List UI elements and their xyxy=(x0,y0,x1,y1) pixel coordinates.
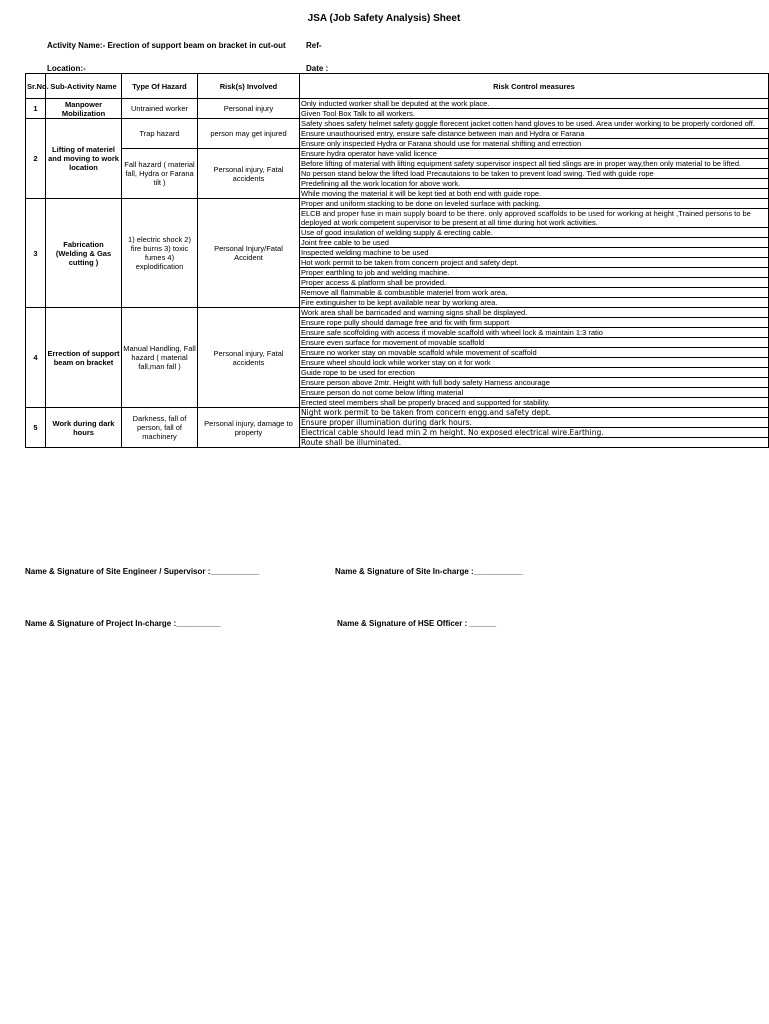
sub-activity-cell: Fabrication (Welding & Gas cutting ) xyxy=(46,199,122,308)
control-measure-cell: No person stand below the lifted load Precautaions to be taken to prevent load swing. Tied with guide rope xyxy=(300,169,769,179)
control-measure-cell: Safety shoes safety helmet safety goggle florecent jacket cotten hand gloves to be used. Area under working to be properly cordoned off. xyxy=(300,119,769,129)
hazard-cell: Fall hazard ( material fall, Hydra or Farana tilt ) xyxy=(122,149,198,199)
control-measure-cell: Ensure only inspected Hydra or Farana should use for material shifting and errection xyxy=(300,139,769,149)
signature-project-incharge: Name & Signature of Project In-charge :__________ xyxy=(25,619,221,628)
control-measure-cell: Only inducted worker shall be deputed at the work place. xyxy=(300,99,769,109)
risk-cell: Personal Injury/Fatal Accident xyxy=(198,199,300,308)
control-measure-cell: Ensure even surface for movement of movable scaffold xyxy=(300,338,769,348)
control-measure-cell: Predefining all the work location for above work. xyxy=(300,179,769,189)
signature-site-engineer: Name & Signature of Site Engineer / Supervisor :___________ xyxy=(25,567,260,576)
control-measure-cell: Fire extinguisher to be kept available near by working area. xyxy=(300,298,769,308)
table-row xyxy=(26,99,769,109)
table-row xyxy=(26,149,769,159)
control-measure-cell: Ensure person do not come below lifting material xyxy=(300,388,769,398)
risk-cell: Personal injury, Fatal accidents xyxy=(198,149,300,199)
control-measure-cell: Use of good insulation of welding supply & erecting cable. xyxy=(300,228,769,238)
control-measure-cell: Given Tool Box Talk to all workers. xyxy=(300,109,769,119)
sr-no-cell: 5 xyxy=(26,408,46,448)
risk-cell: Personal injury xyxy=(198,99,300,119)
sub-activity-cell: Errection of support beam on bracket xyxy=(46,308,122,408)
header-hazard: Type Of Hazard xyxy=(122,74,198,99)
table-row xyxy=(26,199,769,209)
sr-no-cell: 3 xyxy=(26,199,46,308)
table-row xyxy=(26,119,769,129)
header-control: Risk Control measures xyxy=(300,74,769,99)
control-measure-cell: Ensure wheel should lock while worker stay on it for work xyxy=(300,358,769,368)
risk-cell: Personal injury, Fatal accidents xyxy=(198,308,300,408)
sub-activity-cell: Manpower Mobilization xyxy=(46,99,122,119)
control-measure-cell: Ensure person above 2mtr. Height with full body safety Harness ancourage xyxy=(300,378,769,388)
sr-no-cell: 2 xyxy=(26,119,46,199)
control-measure-cell: Night work permit to be taken from concern engg.and safety dept. xyxy=(300,408,769,418)
table-row xyxy=(26,308,769,318)
control-measure-cell: ELCB and proper fuse in main supply board to be there. only approved scaffolds to be used for working at height ,Trained persons to be deployed at work competent supervisor to be present at all time during hot work activities. xyxy=(300,209,769,228)
control-measure-cell: Erected steel members shall be properly braced and supported for stability. xyxy=(300,398,769,408)
control-measure-cell: Ensure unauthourised entry, ensure safe distance between man and Hydra or Farana xyxy=(300,129,769,139)
header-sub-activity: Sub-Activity Name xyxy=(46,74,122,99)
sr-no-cell: 1 xyxy=(26,99,46,119)
header-risk: Risk(s) Involved xyxy=(198,74,300,99)
control-measure-cell: While moving the material it will be kept tied at both end with guide rope. xyxy=(300,189,769,199)
hazard-cell: 1) electric shock 2) fire burns 3) toxic fumes 4) explodification xyxy=(122,199,198,308)
control-measure-cell: Remove all flammable & combustible materiel from work area. xyxy=(300,288,769,298)
header-sr: Sr.No. xyxy=(26,74,46,99)
control-measure-cell: Electrical cable should lead min 2 m height. No exposed electrical wire.Earthing. xyxy=(300,428,769,438)
control-measure-cell: Ensure hydra operator have valid licence xyxy=(300,149,769,159)
control-measure-cell: Hot work permit to be taken from concern project and safety dept. xyxy=(300,258,769,268)
control-measure-cell: Proper earthling to job and welding machine. xyxy=(300,268,769,278)
control-measure-cell: Route shall be illuminated. xyxy=(300,438,769,448)
control-measure-cell: Proper and uniform stacking to be done on leveled surface with packing. xyxy=(300,199,769,209)
control-measure-cell: Ensure rope pully should damage free and fix with firm support xyxy=(300,318,769,328)
hazard-cell: Untrained worker xyxy=(122,99,198,119)
control-measure-cell: Joint free cable to be used xyxy=(300,238,769,248)
ref-label: Ref- xyxy=(306,41,322,50)
sheet-title: JSA (Job Safety Analysis) Sheet xyxy=(307,13,461,24)
control-measure-cell: Ensure safe scoffolding with access if movable scaffold with wheel lock & maintain 1:3 ratio xyxy=(300,328,769,338)
signature-site-incharge: Name & Signature of Site In-charge :___________ xyxy=(335,567,523,576)
risk-cell: Personal injury, damage to property xyxy=(198,408,300,448)
activity-name: Activity Name:- Erection of support beam on bracket in cut-out xyxy=(47,41,286,50)
sub-activity-cell: Work during dark hours xyxy=(46,408,122,448)
control-measure-cell: Ensure proper illumination during dark hours. xyxy=(300,418,769,428)
table-header-row xyxy=(26,74,769,99)
sub-activity-cell: Lifting of materiel and moving to work location xyxy=(46,119,122,199)
sr-no-cell: 4 xyxy=(26,308,46,408)
jsa-table xyxy=(25,73,769,448)
control-measure-cell: Proper access & platform shall be provided. xyxy=(300,278,769,288)
control-measure-cell: Guide rope to be used for erection xyxy=(300,368,769,378)
date-label: Date : xyxy=(306,64,329,73)
control-measure-cell: Before lifting of material with lifting equipment safety supervisor inspect all tied slings are in proper way,then only material to be lifted. xyxy=(300,159,769,169)
hazard-cell: Trap hazard xyxy=(122,119,198,149)
hazard-cell: Manual Handling, Fall hazard ( material fall,man fall ) xyxy=(122,308,198,408)
location-label: Location:- xyxy=(47,64,86,73)
risk-cell: person may get injured xyxy=(198,119,300,149)
control-measure-cell: Inspected welding machine to be used xyxy=(300,248,769,258)
table-row xyxy=(26,408,769,418)
hazard-cell: Darkness, fall of person, fall of machinery xyxy=(122,408,198,448)
control-measure-cell: Ensure no worker stay on movable scaffold while movement of scaffold xyxy=(300,348,769,358)
control-measure-cell: Work area shall be barricaded and warning signs shall be displayed. xyxy=(300,308,769,318)
signature-hse-officer: Name & Signature of HSE Officer : ______ xyxy=(337,619,497,628)
table-body xyxy=(26,99,769,448)
